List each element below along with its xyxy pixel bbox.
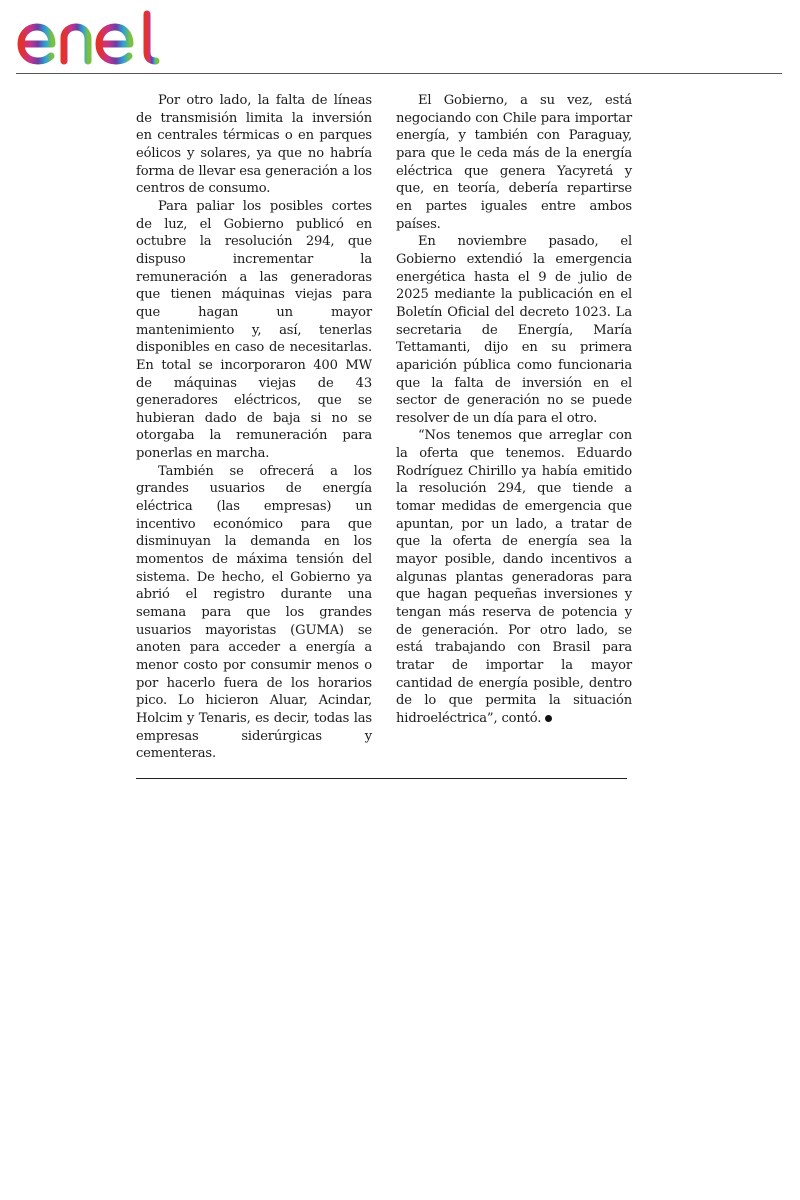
- article-column-left: [136, 92, 372, 762]
- paragraph: Para paliar los posibles cortes de luz, el Gobierno publicó en octubre la resolución 294, que dispuso incrementar la remuneración a las generadoras que tienen máquinas viejas para que hagan un mayor mantenimiento y, así, tenerlas disponibles en caso de necesitarlas. En total se incorporaron 400 MW de máquinas viejas de 43 generadores eléctricos, que se hubieran dado de baja si no se otorgaba la remuneración para ponerlas en marcha.: [136, 198, 372, 462]
- paragraph: También se ofrecerá a los grandes usuarios de energía eléctrica (las empresas) un incentivo económico para que disminuyan la demanda en los momentos de máxima tensión del sistema. De hecho, el Gobierno ya abrió el registro durante una semana para que los grandes usuarios mayoristas (GUMA) se anoten para acceder a energía a menor costo por consumir menos o por hacerlo fuera de los horarios pico. Lo hicieron Aluar, Acindar, Holcim y Tenaris, es decir, todas las empresas siderúrgicas y cementeras.: [136, 463, 372, 762]
- header-divider: [16, 73, 782, 74]
- paragraph: El Gobierno, a su vez, está negociando con Chile para importar energía, y también con Paraguay, para que le ceda más de la energía eléctrica que genera Yacyretá y que, en teoría, debería repartirse en partes iguales entre ambos países.: [396, 93, 632, 232]
- paragraph-text: “Nos tenemos que arreglar con la oferta que tenemos. Eduardo Rodríguez Chirillo ya había emitido la resolución 294, que tiende a tomar medidas de emergencia que apuntan, por un lado, a tratar de que la oferta de energía sea la mayor posible, dando incentivos a algunas plantas generadoras para que hagan pequeñas inversiones y tengan más reserva de potencia y de generación. Por otro lado, se está trabajando con Brasil para tratar de importar la mayor cantidad de energía posible, dentro de lo que permita la situación hidroeléctrica”, contó.: [396, 428, 632, 726]
- footer-divider: [136, 778, 627, 779]
- paragraph: Por otro lado, la falta de líneas de transmisión limita la inversión en centrales térmicas o en parques eólicos y solares, ya que no habría forma de llevar esa generación a los centros de consumo.: [136, 93, 372, 197]
- paragraph: En noviembre pasado, el Gobierno extendió la emergencia energética hasta el 9 de julio de 2025 mediante la publicación en el Boletín Oficial del decreto 1023. La secretaria de Energía, María Tettamanti, dijo en su primera aparición pública como funcionaria que la falta de inversión en el sector de generación no se puede resolver de un día para el otro.: [396, 234, 632, 426]
- paragraph: [396, 427, 632, 727]
- enel-logo: [16, 8, 176, 68]
- end-of-article-icon: [545, 715, 552, 722]
- article-column-right: [396, 92, 632, 728]
- article-clipping: [132, 92, 634, 762]
